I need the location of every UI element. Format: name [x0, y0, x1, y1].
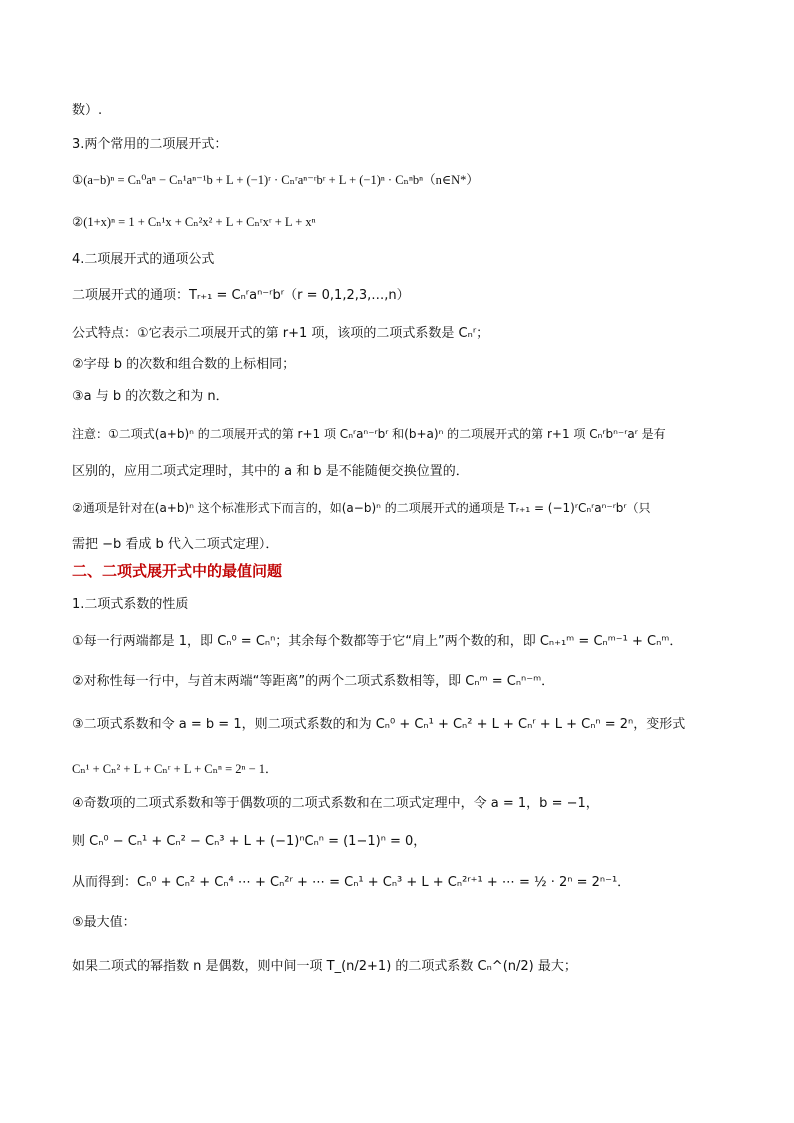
formula-line: ①(a−b)ⁿ = Cₙ⁰aⁿ − Cₙ¹aⁿ⁻¹b + L + (−1)ʳ · Cₙʳaⁿ⁻ʳbʳ + L + (−1)ⁿ · Cₙⁿbⁿ（n∈N*）: [72, 173, 479, 187]
text-line: 注意：①二项式(a+b)ⁿ 的二项展开式的第 r+1 项 Cₙʳaⁿ⁻ʳbʳ 和(b+a)ⁿ 的二项展开式的第 r+1 项 Cₙʳbⁿ⁻ʳaʳ 是有: [72, 427, 666, 441]
text-line: 4.二项展开式的通项公式: [72, 252, 215, 267]
text-line: 需把 −b 看成 b 代入二项式定理）．: [72, 537, 279, 552]
formula-line: Cₙ¹ + Cₙ² + L + Cₙʳ + L + Cₙⁿ = 2ⁿ − 1．: [72, 762, 278, 776]
text-line: 区别的，应用二项式定理时，其中的 a 和 b 是不能随便交换位置的．: [72, 464, 469, 479]
text-line: ①每一行两端都是 1，即 Cₙ⁰ = Cₙⁿ；其余每个数都等于它“肩上”两个数的和，即 Cₙ₊₁ᵐ = Cₙᵐ⁻¹ + Cₙᵐ．: [72, 634, 683, 649]
text-line: 从而得到：Cₙ⁰ + Cₙ² + Cₙ⁴ ⋯ + Cₙ²ʳ + ⋯ = Cₙ¹ + Cₙ³ + L + Cₙ²ʳ⁺¹ + ⋯ = ½ · 2ⁿ = 2ⁿ⁻¹．: [72, 875, 631, 890]
formula-line: ②(1+x)ⁿ = 1 + Cₙ¹x + Cₙ²x² + L + Cₙʳxʳ + L + xⁿ: [72, 215, 316, 229]
text-line: 1.二项式系数的性质: [72, 597, 189, 612]
section-heading: 二、二项式展开式中的最值问题: [72, 562, 283, 580]
text-line: ③a 与 b 的次数之和为 n．: [72, 389, 229, 404]
text-line: 3.两个常用的二项展开式：: [72, 137, 228, 152]
text-line: ③二项式系数和令 a = b = 1，则二项式系数的和为 Cₙ⁰ + Cₙ¹ + Cₙ² + L + Cₙʳ + L + Cₙⁿ = 2ⁿ，变形式: [72, 717, 686, 732]
text-line: ②对称性每一行中，与首末两端“等距离”的两个二项式系数相等，即 Cₙᵐ = Cₙⁿ⁻ᵐ．: [72, 674, 555, 689]
text-line: ④奇数项的二项式系数和等于偶数项的二项式系数和在二项式定理中，令 a = 1，b = −1，: [72, 796, 599, 811]
text-line: 数）.: [72, 103, 103, 118]
text-line: 公式特点：①它表示二项展开式的第 r+1 项，该项的二项式系数是 Cₙʳ；: [72, 326, 490, 341]
text-line: ②通项是针对在(a+b)ⁿ 这个标准形式下而言的，如(a−b)ⁿ 的二项展开式的通项是 Tᵣ₊₁ = (−1)ʳCₙʳaⁿ⁻ʳbʳ（只: [72, 501, 651, 515]
text-line: 二项展开式的通项：Tᵣ₊₁ = Cₙʳaⁿ⁻ʳbʳ（r = 0,1,2,3,…,n）: [72, 288, 410, 303]
text-line: 如果二项式的幂指数 n 是偶数，则中间一项 T_(n/2+1) 的二项式系数 Cₙ^(n/2) 最大；: [72, 959, 577, 974]
text-line: ②字母 b 的次数和组合数的上标相同；: [72, 357, 296, 372]
text-line: 则 Cₙ⁰ − Cₙ¹ + Cₙ² − Cₙ³ + L + (−1)ⁿCₙⁿ = (1−1)ⁿ = 0，: [72, 834, 427, 849]
text-line: ⑤最大值：: [72, 915, 136, 930]
